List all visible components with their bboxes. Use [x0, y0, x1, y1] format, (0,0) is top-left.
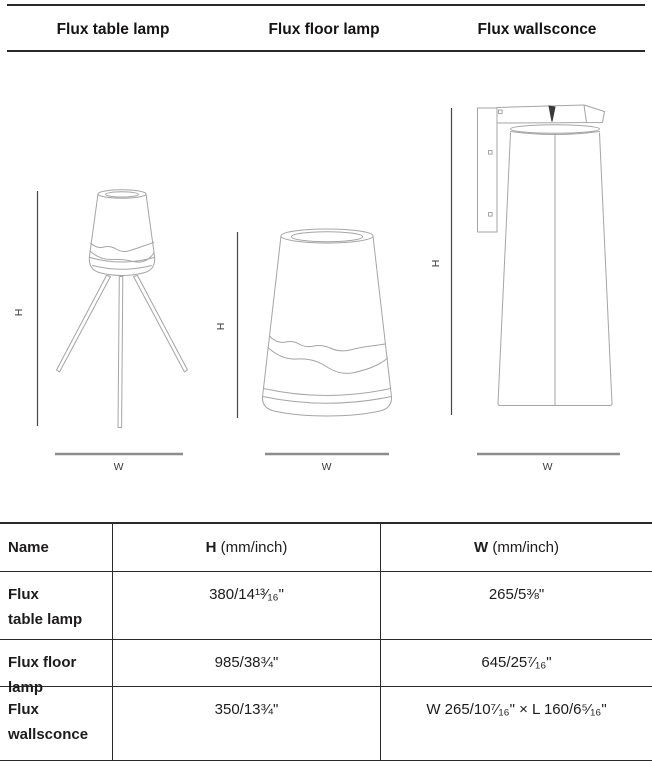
- name-line: Flux: [8, 701, 39, 718]
- technical-drawings: [0, 55, 652, 515]
- name-line: wallsconce: [8, 726, 89, 743]
- table-lamp-h-label: H: [13, 307, 25, 317]
- wallsconce-lamp-holder: [549, 106, 555, 122]
- wallsconce-arm: [497, 105, 605, 123]
- wallsconce-h-label: H: [430, 258, 442, 268]
- table-lamp-tripod-legs: [57, 276, 188, 428]
- table-lamp-drawing: [13, 190, 188, 473]
- row-name-flux-floor-lamp: [0, 640, 112, 696]
- flux-table-lamp-w-value: 265/5⅜": [380, 572, 652, 640]
- flux-table-lamp-h-value: 380/14¹³⁄₁₆": [112, 572, 380, 640]
- flux-wallsconce-w-value: W 265/10⁷⁄₁₆" × L 160/6⁵⁄₁₆": [380, 687, 652, 760]
- title-flux-table-lamp: Flux table lamp: [56, 21, 170, 38]
- col-header-h: [112, 524, 380, 572]
- flux-wallsconce-h-value: 350/13¾": [112, 687, 380, 760]
- header-bottom-rule: [7, 50, 645, 52]
- h-symbol: H: [205, 539, 217, 556]
- table-lamp-w-label: W: [113, 461, 125, 473]
- top-rule: [7, 4, 645, 6]
- flux-floor-lamp-h-value: 985/38¾": [112, 640, 380, 687]
- h-unit: (mm/inch): [216, 539, 288, 556]
- w-unit: (mm/inch): [488, 539, 559, 556]
- row-name-flux-wallsconce: [0, 687, 112, 760]
- wallsconce-drawing: [430, 105, 620, 473]
- title-flux-wallsconce: Flux wallsconce: [477, 21, 597, 38]
- table-lamp-shade: [89, 190, 154, 276]
- floor-lamp-h-label: H: [215, 321, 227, 331]
- floor-lamp-w-label: W: [321, 461, 333, 473]
- name-line: Flux: [8, 586, 39, 603]
- row-name-flux-table-lamp: [0, 572, 112, 640]
- title-flux-floor-lamp: Flux floor lamp: [268, 21, 380, 38]
- wallsconce-bracket: [478, 108, 503, 232]
- floor-lamp-body: [262, 229, 391, 416]
- name-line: Flux floor lamp: [8, 654, 77, 696]
- wallsconce-shade: [498, 125, 612, 406]
- flux-floor-lamp-w-value: 645/25⁷⁄₁₆": [380, 640, 652, 687]
- floor-lamp-drawing: [215, 229, 392, 473]
- name-line: table lamp: [8, 611, 83, 628]
- col-header-w: [380, 524, 652, 572]
- wallsconce-w-label: W: [542, 461, 554, 473]
- col-header-name: Name: [0, 524, 112, 572]
- dimensions-table: [0, 522, 652, 761]
- w-symbol: W: [473, 539, 489, 556]
